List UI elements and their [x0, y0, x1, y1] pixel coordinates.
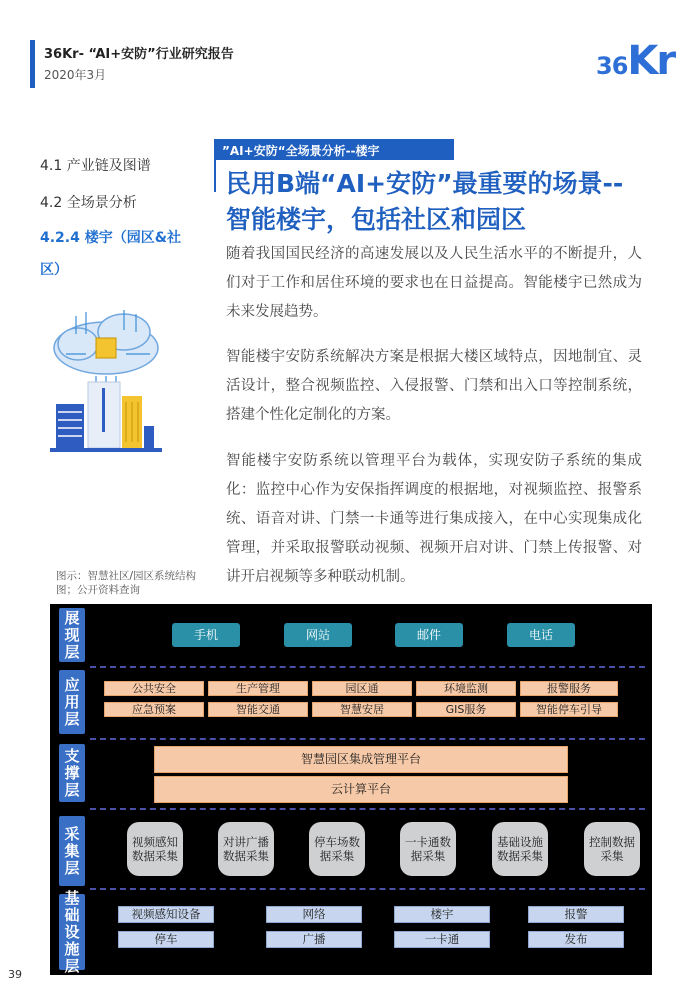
layer-divider [90, 666, 645, 668]
application-box: 智能交通 [208, 702, 308, 717]
section-accent-line [214, 160, 216, 192]
layer-divider [90, 808, 645, 810]
layer-label-collection: 采集层 [59, 816, 85, 886]
infrastructure-box: 楼宇 [394, 906, 490, 923]
infrastructure-box: 视频感知设备 [118, 906, 214, 923]
application-box: 园区通 [312, 681, 412, 696]
application-box: GIS服务 [416, 702, 516, 717]
page-number: 39 [8, 968, 22, 981]
presentation-box: 手机 [172, 623, 240, 647]
collection-box: 视频感知数据采集 [127, 822, 183, 876]
infrastructure-box: 网络 [266, 906, 362, 923]
collection-box: 停车场数据采集 [309, 822, 365, 876]
headline: 民用B端“AI+安防”最重要的场景--智能楼宇，包括社区和园区 [226, 169, 624, 234]
paragraph-3: 智能楼宇安防系统以管理平台为载体，实现安防子系统的集成化：监控中心作为安保指挥调度的根据地，对视频监控、报警系统、语音对讲、门禁一卡通等进行集成接入，在中心实现集成化管理，并采取报警联动视频、视频开启对讲、门禁上传报警、对讲开启视频等多种联动机制。 [226, 453, 642, 585]
layer-label-infrastructure: 基础设施层 [59, 894, 85, 970]
smart-building-illustration [46, 306, 166, 456]
paragraph-1: 随着我国国民经济的高速发展以及人民生活水平的不断提升，人们对于工作和居住环境的要求也在日益提高。智能楼宇已然成为未来发展趋势。 [226, 246, 642, 320]
collection-box: 控制数据采集 [584, 822, 640, 876]
section-tag: ”AI+安防“全场景分析--楼宇 [214, 139, 454, 160]
layer-label-support: 支撑层 [59, 744, 85, 802]
paragraph-2: 智能楼宇安防系统解决方案是根据大楼区域特点，因地制宜、灵活设计，整合视频监控、入侵报警、门禁和出入口等控制系统，搭建个性化定制化的方案。 [226, 349, 642, 423]
figure-caption: 图示：智慧社区/园区系统结构图；公开资料查询 [56, 570, 197, 596]
presentation-box: 网站 [284, 623, 352, 647]
report-date: 2020年3月 [44, 68, 107, 82]
application-box: 环境监测 [416, 681, 516, 696]
application-box: 生产管理 [208, 681, 308, 696]
support-platform-box: 云计算平台 [154, 776, 568, 803]
infrastructure-box: 停车 [118, 931, 214, 948]
collection-box: 基础设施数据采集 [492, 822, 548, 876]
application-box: 报警服务 [520, 681, 618, 696]
infrastructure-box: 发布 [528, 931, 624, 948]
layer-label-presentation: 展现层 [59, 608, 85, 662]
nav-item-building-line1: 4.2.4 楼宇（园区&社 [40, 230, 181, 246]
header-accent-bar [30, 40, 35, 88]
application-box: 智能停车引导 [520, 702, 618, 717]
system-architecture-diagram [50, 604, 652, 975]
collection-box: 对讲广播数据采集 [218, 822, 274, 876]
presentation-box: 邮件 [395, 623, 463, 647]
infrastructure-box: 报警 [528, 906, 624, 923]
brand-logo: 36Kr [596, 38, 675, 84]
infrastructure-box: 一卡通 [394, 931, 490, 948]
application-box: 应急预案 [104, 702, 204, 717]
report-title: 36Kr- “AI+安防”行业研究报告 [44, 47, 234, 62]
collection-box: 一卡通数据采集 [400, 822, 456, 876]
nav-item-building-line2: 区） [40, 262, 68, 278]
presentation-box: 电话 [507, 623, 575, 647]
nav-item-industry-chain[interactable]: 4.1 产业链及图谱 [40, 158, 151, 174]
application-box: 智慧安居 [312, 702, 412, 717]
layer-divider [90, 738, 645, 740]
support-platform-box: 智慧园区集成管理平台 [154, 746, 568, 773]
nav-item-building-active[interactable] [40, 222, 181, 286]
application-box: 公共安全 [104, 681, 204, 696]
nav-item-scene-analysis[interactable]: 4.2 全场景分析 [40, 195, 137, 211]
layer-label-application: 应用层 [59, 670, 85, 734]
infrastructure-box: 广播 [266, 931, 362, 948]
layer-divider [90, 888, 645, 890]
